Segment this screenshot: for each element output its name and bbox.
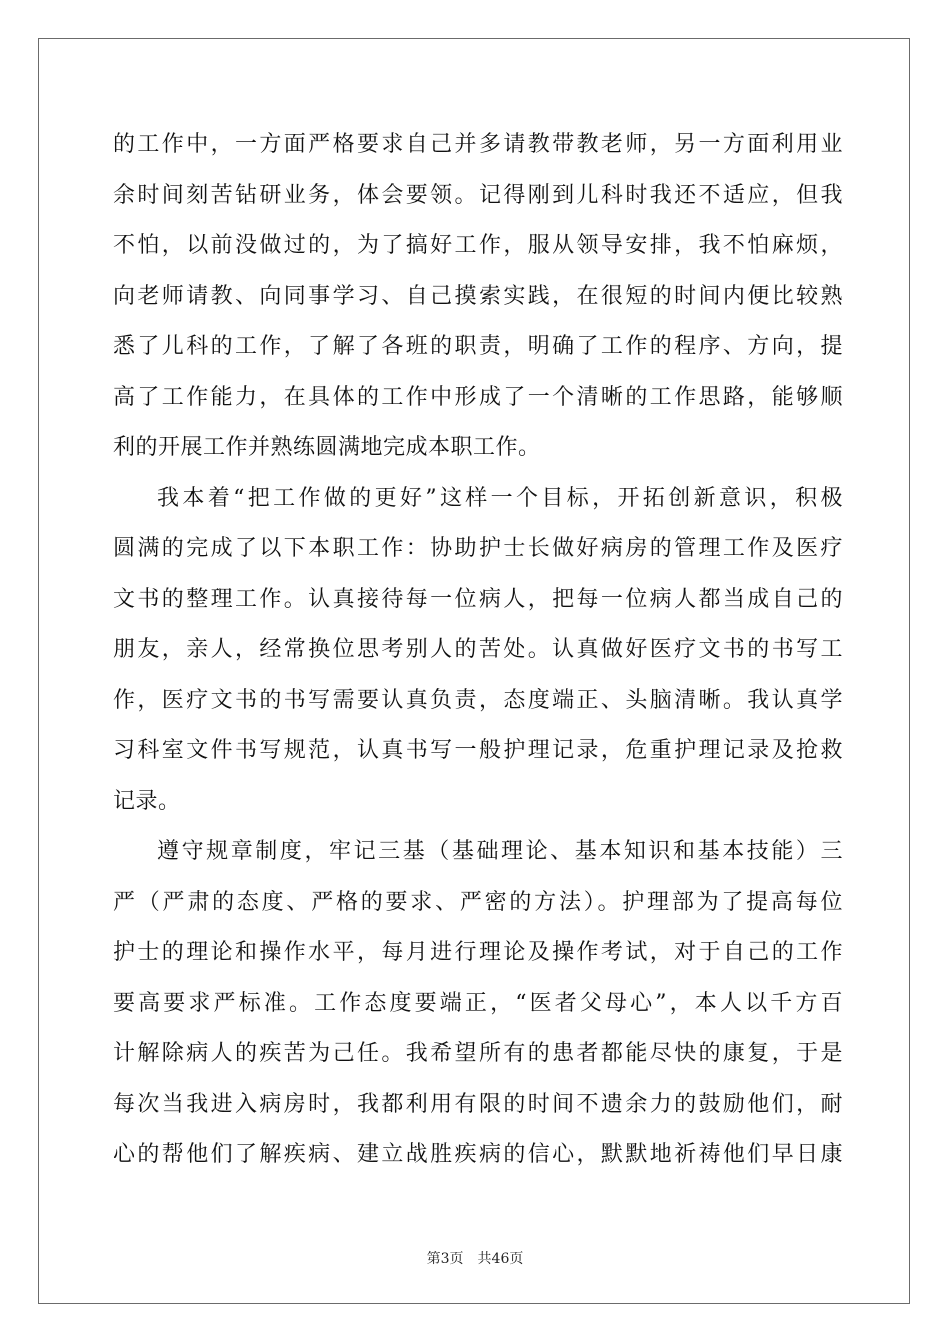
text-line: 心的帮他们了解疾病、建立战胜疾病的信心，默默地祈祷他们早日康 [113, 1142, 843, 1167]
text-line: 文书的整理工作。认真接待每一位病人，把每一位病人都当成自己的 [113, 586, 843, 612]
page-number: 第3页 [426, 1251, 464, 1267]
text-line: 每次当我进入病房时，我都利用有限的时间不遗余力的鼓励他们，耐 [113, 1091, 843, 1117]
text-line: 高了工作能力，在具体的工作中形成了一个清晰的工作思路，能够顺 [113, 384, 843, 410]
text-line: 习科室文件书写规范，认真书写一般护理记录，危重护理记录及抢救 [113, 738, 843, 763]
text-line: 作，医疗文书的书写需要认真负责，态度端正、头脑清晰。我认真学 [113, 687, 843, 713]
text-line: 朋友，亲人，经常换位思考别人的苦处。认真做好医疗文书的书写工 [113, 637, 843, 662]
text-line: 严（严肃的态度、严格的要求、严密的方法）。护理部为了提高每位 [113, 889, 843, 915]
page-total: 共46页 [477, 1251, 524, 1267]
text-line: 悉了儿科的工作，了解了各班的职责，明确了工作的程序、方向，提 [113, 334, 843, 359]
text-line: 圆满的完成了以下本职工作：协助护士长做好病房的管理工作及医疗 [113, 536, 843, 561]
paragraph-1 [113, 120, 843, 474]
document-body [113, 120, 843, 1181]
text-line: 的工作中，一方面严格要求自己并多请教带教老师，另一方面利用业 [113, 132, 843, 157]
text-line: 不怕，以前没做过的，为了搞好工作，服从领导安排，我不怕麻烦， [113, 233, 843, 258]
page-footer [0, 1248, 950, 1268]
paragraph-3 [113, 827, 843, 1181]
text-line: 要高要求严标准。工作态度要端正，“医者父母心”，本人以千方百 [113, 990, 843, 1016]
text-line: 护士的理论和操作水平，每月进行理论及操作考试，对于自己的工作 [113, 940, 843, 965]
text-line: 向老师请教、向同事学习、自己摸索实践，在很短的时间内便比较熟 [113, 283, 843, 309]
text-line: 利的开展工作并熟练圆满地完成本职工作。 [113, 435, 541, 460]
text-line: 记录。 [113, 788, 181, 814]
text-line: 计解除病人的疾苦为己任。我希望所有的患者都能尽快的康复，于是 [113, 1041, 843, 1066]
text-line: 遵守规章制度，牢记三基（基础理论、基本知识和基本技能）三 [157, 839, 843, 864]
paragraph-2 [113, 474, 843, 828]
text-line: 余时间刻苦钻研业务，体会要领。记得刚到儿科时我还不适应，但我 [113, 182, 843, 208]
text-line: 我本着“把工作做的更好”这样一个目标，开拓创新意识，积极 [157, 485, 843, 511]
